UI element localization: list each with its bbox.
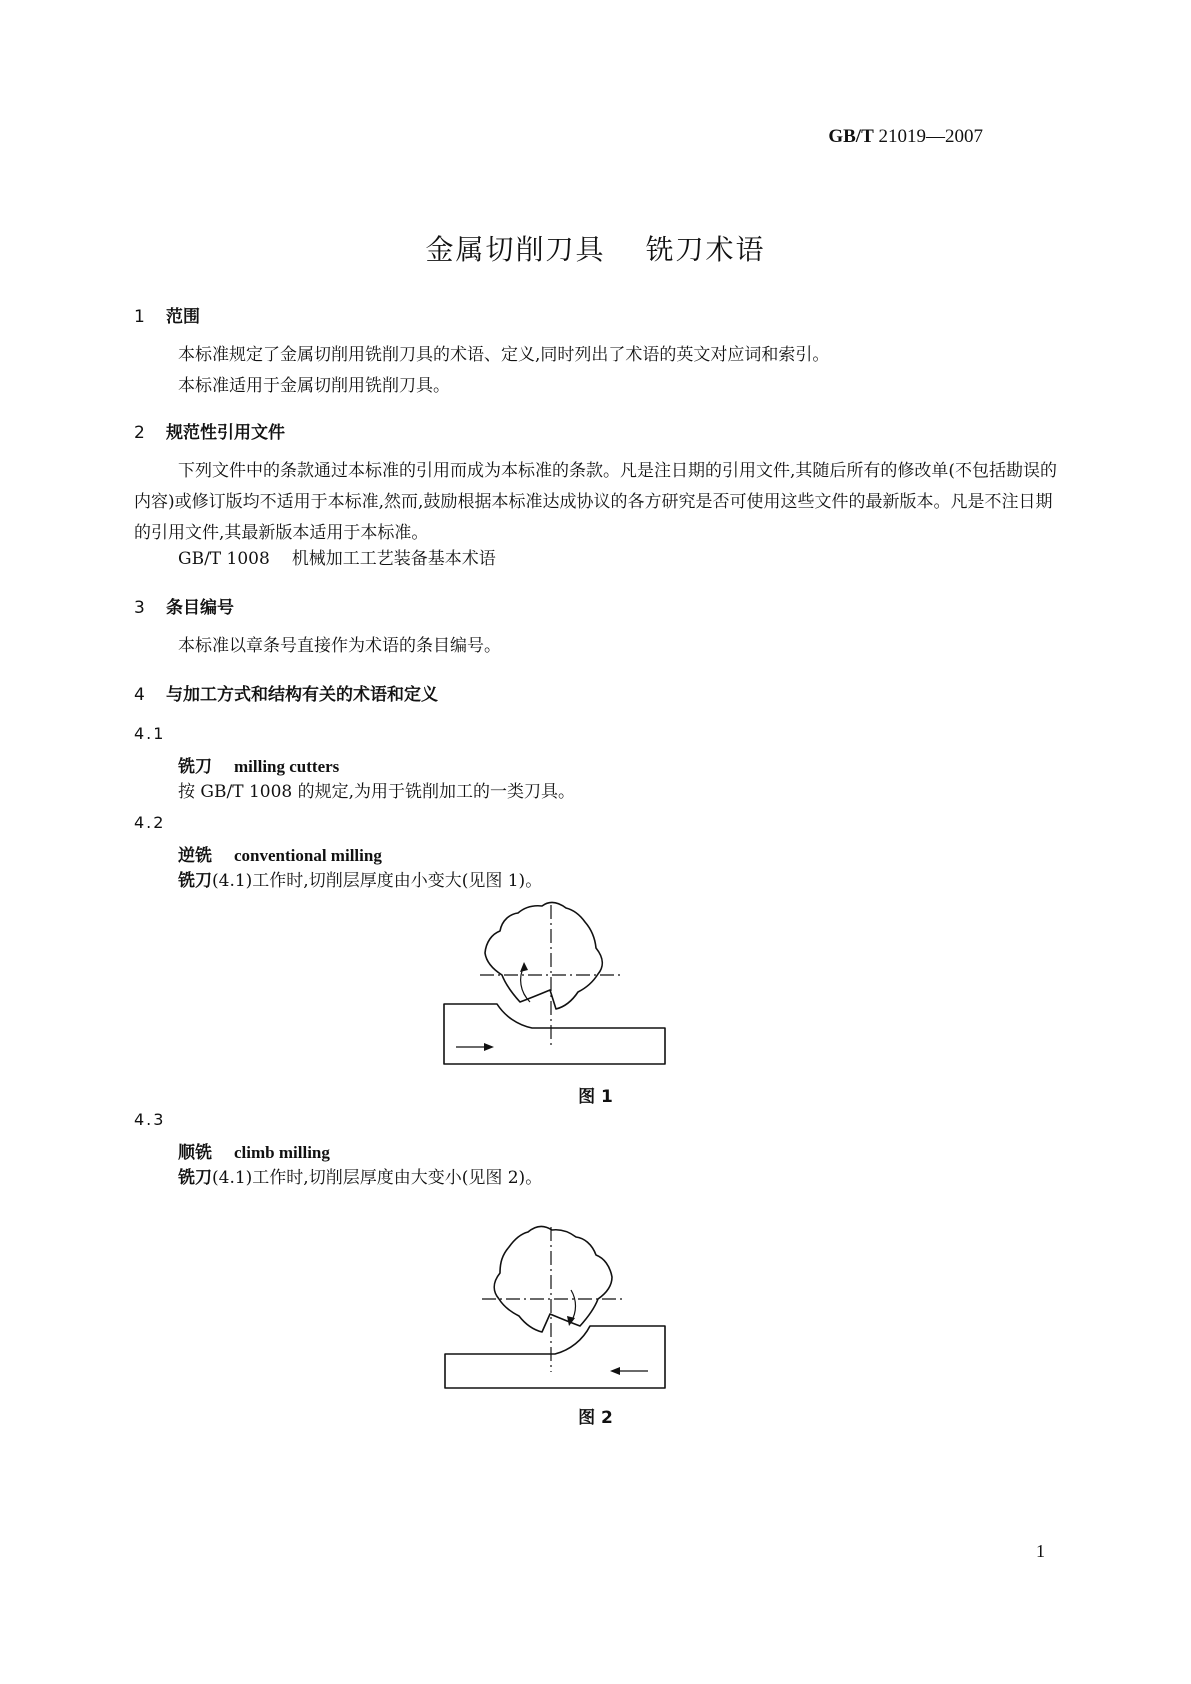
- definition-text: (4.1)工作时,切削层厚度由大变小(见图 2)。: [212, 1168, 543, 1188]
- reference-title: 机械加工工艺装备基本术语: [291, 549, 496, 569]
- paragraph: 本标准以章条号直接作为术语的条目编号。: [178, 636, 501, 656]
- document-title-part1: 金属切削刀具: [425, 233, 606, 266]
- figure-caption: 图 1: [578, 1087, 613, 1107]
- section-title: 条目编号: [166, 598, 234, 618]
- paragraph: 下列文件中的条款通过本标准的引用而成为本标准的条款。凡是注日期的引用文件,其随后所有的修改单(不包括勘误的内容)或修订版均不适用于本标准,然而,鼓励根据本标准达成协议的各方研究是否可使用这些文件的最新版本。凡是不注日期的引用文件,其最新版本适用于本标准。: [134, 461, 1058, 543]
- rotation-arrowhead: [520, 962, 528, 972]
- section-title: 与加工方式和结构有关的术语和定义: [166, 685, 438, 705]
- reference-code: GB/T 1008: [178, 549, 270, 569]
- section-heading-2: [134, 418, 285, 443]
- term-en: conventional milling: [234, 846, 382, 865]
- document-title-part2: 铣刀术语: [645, 233, 766, 266]
- section-number: 4: [134, 685, 145, 705]
- clause-number: 4.1: [134, 724, 166, 743]
- term-zh: 铣刀: [178, 757, 212, 777]
- section-heading-1: [134, 302, 200, 327]
- standard-code-number: 21019—2007: [878, 126, 983, 147]
- term-definition: [178, 1163, 542, 1194]
- feed-arrow-right-head: [484, 1043, 494, 1051]
- figure-2-climb-milling: [440, 1222, 680, 1397]
- clause-number: 4.2: [134, 813, 166, 832]
- clause-number: 4.3: [134, 1110, 166, 1129]
- section-title: 规范性引用文件: [166, 423, 285, 443]
- term-entry: [178, 752, 339, 777]
- feed-arrow-left-head: [610, 1367, 620, 1375]
- figure-caption: 图 2: [578, 1408, 613, 1428]
- term-definition: 按 GB/T 1008 的规定,为用于铣削加工的一类刀具。: [178, 782, 576, 802]
- term-zh: 顺铣: [178, 1143, 212, 1163]
- standard-code: [828, 126, 983, 148]
- figure-1-conventional-milling: [440, 900, 680, 1075]
- term-entry: [178, 1138, 330, 1163]
- milling-cutter-outline: [494, 1226, 612, 1332]
- section-heading-3: [134, 593, 234, 618]
- term-entry: [178, 841, 382, 866]
- definition-text: (4.1)工作时,切削层厚度由小变大(见图 1)。: [212, 871, 543, 891]
- section-number: 1: [134, 307, 145, 327]
- definition-prefix: 铣刀: [178, 1168, 212, 1188]
- workpiece-outline: [445, 1326, 665, 1388]
- term-zh: 逆铣: [178, 846, 212, 866]
- paragraph: 本标准规定了金属切削用铣削刀具的术语、定义,同时列出了术语的英文对应词和索引。: [178, 345, 830, 365]
- milling-cutter-outline: [485, 902, 602, 1009]
- page-number: 1: [1036, 1541, 1045, 1561]
- section-title: 范围: [166, 307, 200, 327]
- normative-reference: [178, 544, 496, 575]
- document-title: [0, 228, 1191, 268]
- definition-prefix: 铣刀: [178, 871, 212, 891]
- section-number: 2: [134, 423, 145, 443]
- paragraph: 本标准适用于金属切削用铣削刀具。: [178, 376, 450, 396]
- section-heading-4: [134, 680, 438, 705]
- term-en: climb milling: [234, 1143, 330, 1162]
- section-number: 3: [134, 598, 145, 618]
- term-definition: [178, 866, 542, 897]
- term-en: milling cutters: [234, 757, 340, 776]
- workpiece-outline: [444, 1004, 665, 1064]
- standard-code-prefix: GB/T: [828, 126, 874, 147]
